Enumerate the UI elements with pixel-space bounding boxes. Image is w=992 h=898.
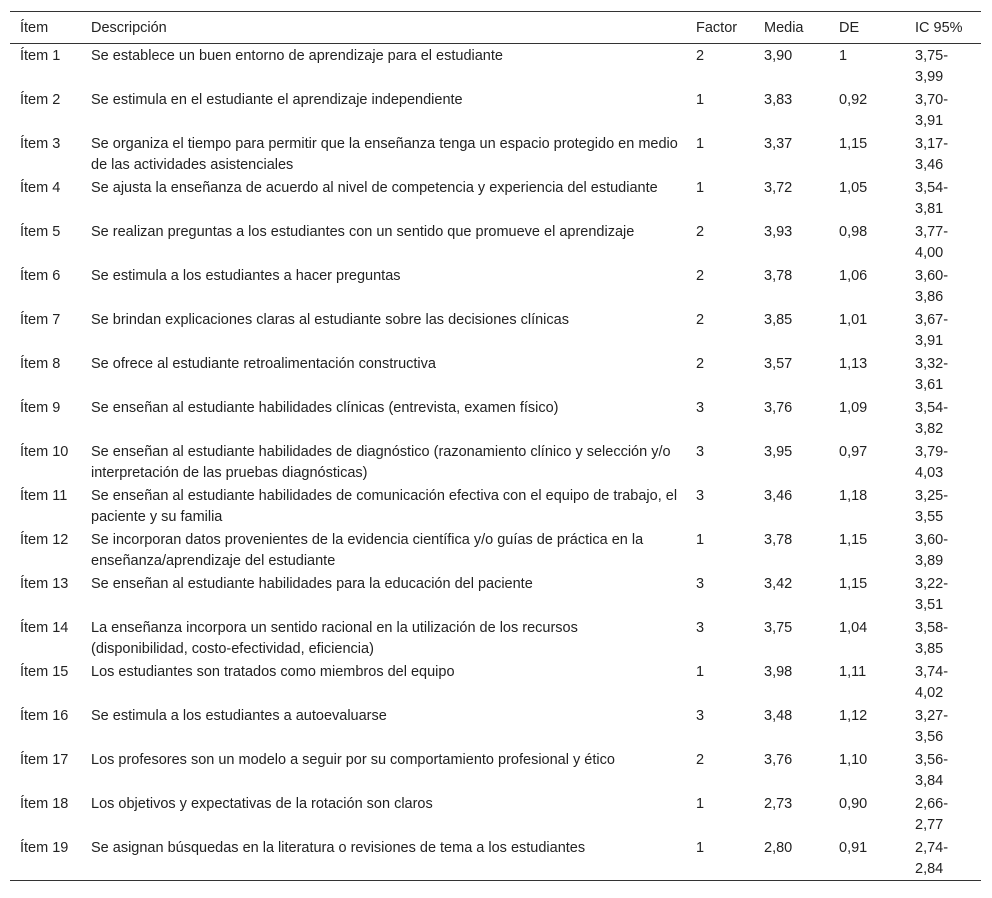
cell-media: 3,83 xyxy=(764,92,793,108)
cell-factor: 1 xyxy=(696,664,705,680)
cell-item: Ítem 18 xyxy=(20,796,69,812)
cell-factor: 1 xyxy=(696,532,705,548)
cell-descripcion: Se estimula en el estudiante el aprendizaje independiente xyxy=(91,92,463,108)
cell-descripcion: Se brindan explicaciones claras al estudiante sobre las decisiones clínicas xyxy=(91,312,569,328)
cell-media: 3,76 xyxy=(764,400,793,416)
cell-media: 3,78 xyxy=(764,532,793,548)
table-row xyxy=(10,572,981,616)
cell-descripcion: Los profesores son un modelo a seguir por su comportamiento profesional y ético xyxy=(91,752,615,768)
header-item: Ítem xyxy=(20,20,49,36)
cell-item: Ítem 16 xyxy=(20,708,69,724)
cell-item: Ítem 14 xyxy=(20,620,69,636)
table-row xyxy=(10,132,981,176)
cell-factor: 3 xyxy=(696,488,705,504)
cell-item: Ítem 7 xyxy=(20,312,61,328)
cell-descripcion: Se realizan preguntas a los estudiantes con un sentido que promueve el aprendizaje xyxy=(91,224,635,240)
cell-ic: 3,70-3,91 xyxy=(915,92,949,129)
cell-item: Ítem 12 xyxy=(20,532,69,548)
cell-de: 1,05 xyxy=(839,180,868,196)
table-row xyxy=(10,176,981,220)
cell-media: 2,73 xyxy=(764,796,793,812)
cell-ic: 3,17-3,46 xyxy=(915,136,949,173)
table-header xyxy=(10,12,981,44)
cell-factor: 2 xyxy=(696,752,705,768)
table-row xyxy=(10,836,981,881)
cell-ic: 3,32-3,61 xyxy=(915,356,949,393)
cell-factor: 2 xyxy=(696,224,705,240)
cell-media: 3,95 xyxy=(764,444,793,460)
cell-item: Ítem 11 xyxy=(20,488,68,504)
cell-descripcion: Se ofrece al estudiante retroalimentación constructiva xyxy=(91,356,436,372)
cell-de: 1,06 xyxy=(839,268,868,284)
items-table xyxy=(10,11,981,881)
cell-ic: 3,79-4,03 xyxy=(915,444,949,481)
cell-factor: 3 xyxy=(696,708,705,724)
cell-media: 3,98 xyxy=(764,664,793,680)
cell-de: 0,97 xyxy=(839,444,868,460)
table-row xyxy=(10,308,981,352)
cell-item: Ítem 1 xyxy=(20,48,61,64)
cell-factor: 2 xyxy=(696,48,705,64)
table-row xyxy=(10,704,981,748)
table-row xyxy=(10,484,981,528)
cell-descripcion: Se estimula a los estudiantes a autoevaluarse xyxy=(91,708,387,724)
cell-de: 0,90 xyxy=(839,796,868,812)
cell-item: Ítem 6 xyxy=(20,268,61,284)
cell-factor: 3 xyxy=(696,400,705,416)
cell-media: 2,80 xyxy=(764,840,793,856)
header-row xyxy=(10,12,981,44)
cell-media: 3,93 xyxy=(764,224,793,240)
cell-media: 3,57 xyxy=(764,356,793,372)
header-descripcion: Descripción xyxy=(91,20,167,36)
cell-media: 3,76 xyxy=(764,752,793,768)
table-row xyxy=(10,440,981,484)
cell-factor: 2 xyxy=(696,312,705,328)
cell-descripcion: Se estimula a los estudiantes a hacer preguntas xyxy=(91,268,401,284)
cell-media: 3,90 xyxy=(764,48,793,64)
table-row xyxy=(10,44,981,89)
cell-ic: 2,66-2,77 xyxy=(915,796,949,833)
cell-descripcion: La enseñanza incorpora un sentido racional en la utilización de los recursos (disponibilidad, costo-efectividad, eficiencia) xyxy=(91,620,578,657)
cell-ic: 3,77-4,00 xyxy=(915,224,949,261)
cell-media: 3,85 xyxy=(764,312,793,328)
cell-descripcion: Se establece un buen entorno de aprendizaje para el estudiante xyxy=(91,48,503,64)
cell-media: 3,72 xyxy=(764,180,793,196)
cell-descripcion: Se enseñan al estudiante habilidades clínicas (entrevista, examen físico) xyxy=(91,400,559,416)
header-ic: IC 95% xyxy=(915,20,963,36)
cell-ic: 3,54-3,81 xyxy=(915,180,949,217)
header-media: Media xyxy=(764,20,804,36)
cell-descripcion: Se enseñan al estudiante habilidades de diagnóstico (razonamiento clínico y selección y/o interpretación de las pruebas diagnósticas) xyxy=(91,444,671,481)
cell-media: 3,48 xyxy=(764,708,793,724)
cell-ic: 3,22-3,51 xyxy=(915,576,949,613)
cell-ic: 3,56-3,84 xyxy=(915,752,949,789)
table-row xyxy=(10,264,981,308)
cell-de: 1,11 xyxy=(839,664,867,680)
cell-de: 1,04 xyxy=(839,620,868,636)
cell-de: 0,98 xyxy=(839,224,868,240)
cell-ic: 3,75-3,99 xyxy=(915,48,949,85)
cell-de: 1,15 xyxy=(839,576,868,592)
cell-factor: 2 xyxy=(696,268,705,284)
cell-ic: 3,60-3,89 xyxy=(915,532,949,569)
cell-de: 1,10 xyxy=(839,752,868,768)
cell-factor: 1 xyxy=(696,180,705,196)
cell-factor: 2 xyxy=(696,356,705,372)
cell-de: 1,15 xyxy=(839,136,868,152)
cell-descripcion: Los estudiantes son tratados como miembros del equipo xyxy=(91,664,455,680)
cell-item: Ítem 3 xyxy=(20,136,61,152)
cell-de: 1,15 xyxy=(839,532,868,548)
cell-media: 3,78 xyxy=(764,268,793,284)
table-row xyxy=(10,88,981,132)
table-row xyxy=(10,748,981,792)
cell-item: Ítem 10 xyxy=(20,444,69,460)
table-row xyxy=(10,220,981,264)
cell-descripcion: Se organiza el tiempo para permitir que la enseñanza tenga un espacio protegido en medio de las actividades asistenciales xyxy=(91,136,678,173)
cell-item: Ítem 17 xyxy=(20,752,69,768)
cell-item: Ítem 2 xyxy=(20,92,61,108)
cell-de: 1 xyxy=(839,48,848,64)
cell-item: Ítem 4 xyxy=(20,180,61,196)
cell-item: Ítem 5 xyxy=(20,224,61,240)
cell-media: 3,37 xyxy=(764,136,793,152)
header-factor: Factor xyxy=(696,20,738,36)
cell-item: Ítem 8 xyxy=(20,356,61,372)
cell-de: 1,09 xyxy=(839,400,868,416)
cell-descripcion: Se ajusta la enseñanza de acuerdo al nivel de competencia y experiencia del estudiante xyxy=(91,180,658,196)
table-body xyxy=(10,44,981,881)
cell-descripcion: Se asignan búsquedas en la literatura o revisiones de tema a los estudiantes xyxy=(91,840,586,856)
cell-ic: 3,67-3,91 xyxy=(915,312,949,349)
cell-item: Ítem 13 xyxy=(20,576,69,592)
cell-ic: 3,54-3,82 xyxy=(915,400,949,437)
cell-descripcion: Se incorporan datos provenientes de la evidencia científica y/o guías de práctica en la enseñanza/aprendizaje del estudiante xyxy=(91,532,644,569)
cell-ic: 3,58-3,85 xyxy=(915,620,949,657)
cell-descripcion: Se enseñan al estudiante habilidades para la educación del paciente xyxy=(91,576,533,592)
cell-de: 1,12 xyxy=(839,708,868,724)
cell-de: 0,91 xyxy=(839,840,868,856)
cell-factor: 3 xyxy=(696,620,705,636)
cell-descripcion: Los objetivos y expectativas de la rotación son claros xyxy=(91,796,433,812)
cell-ic: 3,25-3,55 xyxy=(915,488,949,525)
cell-de: 0,92 xyxy=(839,92,868,108)
cell-ic: 2,74-2,84 xyxy=(915,840,949,877)
cell-item: Ítem 19 xyxy=(20,840,69,856)
cell-item: Ítem 9 xyxy=(20,400,61,416)
cell-factor: 1 xyxy=(696,840,705,856)
cell-factor: 3 xyxy=(696,576,705,592)
table-row xyxy=(10,660,981,704)
cell-item: Ítem 15 xyxy=(20,664,69,680)
table-row xyxy=(10,616,981,660)
cell-de: 1,18 xyxy=(839,488,868,504)
table-row xyxy=(10,792,981,836)
table-row xyxy=(10,396,981,440)
cell-descripcion: Se enseñan al estudiante habilidades de comunicación efectiva con el equipo de trabajo, el paciente y su familia xyxy=(91,488,678,525)
cell-ic: 3,27-3,56 xyxy=(915,708,949,745)
cell-factor: 1 xyxy=(696,796,705,812)
cell-factor: 3 xyxy=(696,444,705,460)
cell-de: 1,13 xyxy=(839,356,868,372)
cell-media: 3,75 xyxy=(764,620,793,636)
table-row xyxy=(10,352,981,396)
table-row xyxy=(10,528,981,572)
header-de: DE xyxy=(839,20,860,36)
cell-media: 3,46 xyxy=(764,488,793,504)
cell-media: 3,42 xyxy=(764,576,793,592)
cell-ic: 3,60-3,86 xyxy=(915,268,949,305)
cell-factor: 1 xyxy=(696,136,705,152)
cell-ic: 3,74-4,02 xyxy=(915,664,949,701)
cell-factor: 1 xyxy=(696,92,705,108)
cell-de: 1,01 xyxy=(839,312,868,328)
